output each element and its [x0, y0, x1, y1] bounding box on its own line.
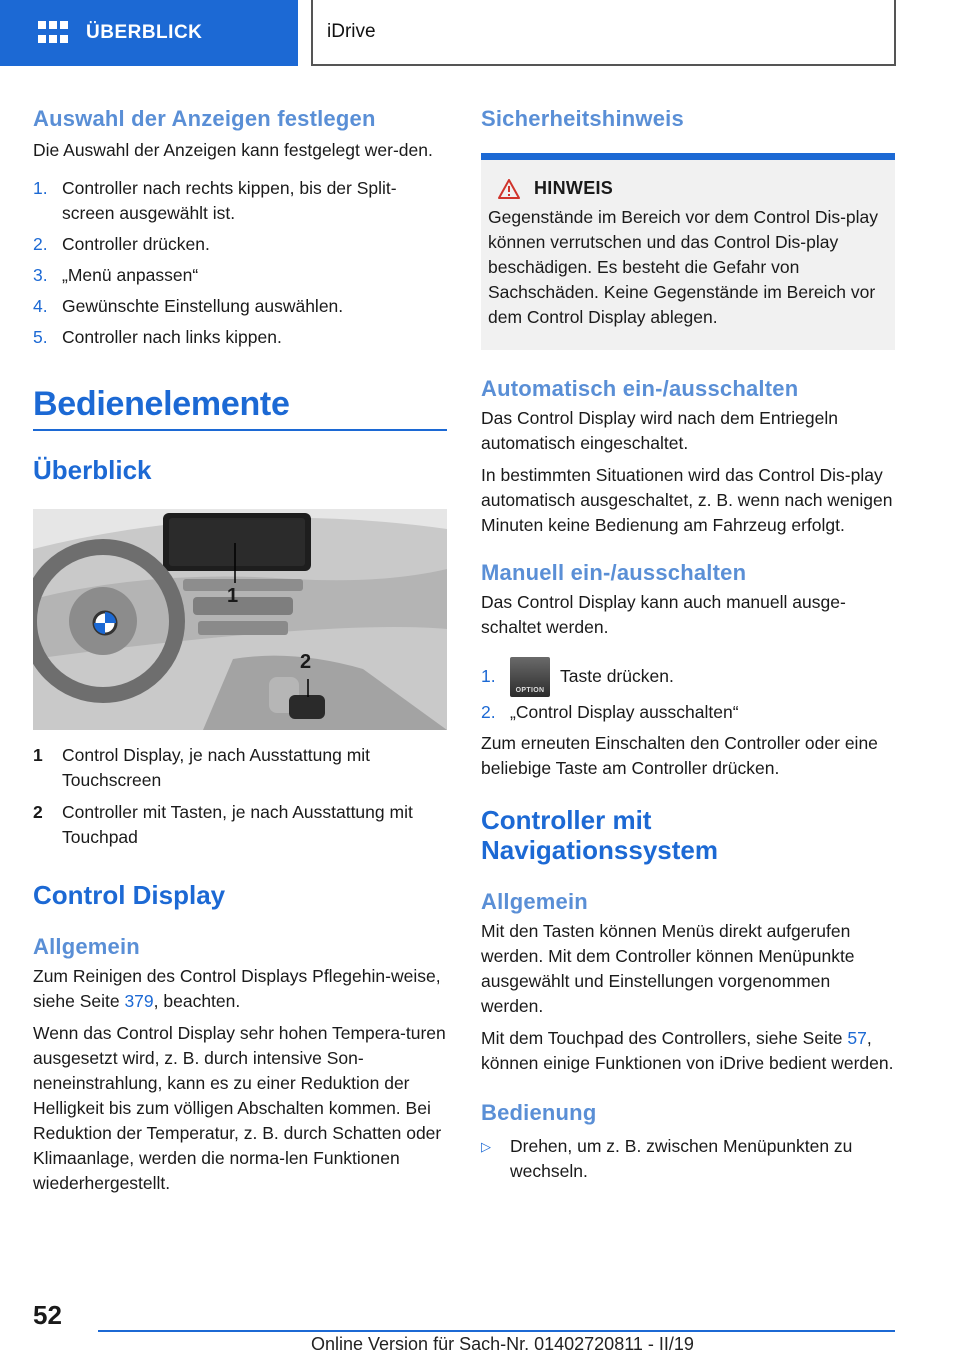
bedienung-list — [481, 1134, 895, 1184]
list-item: 3. „Menü anpassen“ — [33, 265, 199, 285]
chapter-title: iDrive — [327, 21, 376, 42]
footer-text: Online Version für Sach-Nr. 01402720811 - II/19 — [311, 1334, 694, 1354]
manuell-paragraph-2: Zum erneuten Einschalten den Controller oder eine beliebige Taste am Controller drücken. — [481, 733, 878, 778]
ueberblick-heading: Überblick — [33, 455, 152, 485]
chapter-header — [311, 0, 896, 66]
heading-rule — [33, 429, 447, 431]
overview-tab[interactable] — [0, 0, 298, 66]
automatisch-paragraph-1: Das Control Display wird nach dem Entriegeln automatisch eingeschaltet. — [481, 408, 838, 453]
automatisch-heading: Automatisch ein-/ausschalten — [481, 376, 799, 401]
cockpit-photo — [33, 509, 447, 730]
overview-tab-label: ÜBERBLICK — [86, 22, 203, 43]
controller-paragraph-2: Mit dem Touchpad des Controllers, siehe Seite 57, können einige Funktionen von iDrive bedient werden. — [481, 1028, 894, 1073]
notice-text: Gegenstände im Bereich vor dem Control Dis-play können verrutschen und das Control Dis-play beschädigen. Es besteht die Gefahr von Sachschäden. Keine Gegenstände im Bereich vor dem Control Display ablegen. — [488, 207, 879, 327]
controller-heading: Controller mit Navigationssystem — [481, 805, 718, 865]
page-number: 52 — [33, 1300, 62, 1330]
grid-menu-icon — [38, 21, 68, 45]
photo-legend — [33, 743, 447, 850]
manuell-paragraph-1: Das Control Display kann auch manuell ausge-schaltet werden. — [481, 592, 846, 637]
list-item: 4. Gewünschte Einstellung auswählen. — [33, 296, 344, 316]
warning-icon — [498, 179, 520, 199]
sicherheit-heading: Sicherheitshinweis — [481, 106, 684, 131]
auswahl-steps — [33, 176, 447, 350]
footer-rule — [98, 1330, 895, 1332]
list-item: 5. Controller nach links kippen. — [33, 327, 282, 347]
list-item: 2. „Control Display ausschalten“ — [481, 702, 739, 722]
safety-notice — [481, 153, 895, 350]
cockpit-illustration — [33, 509, 447, 730]
right-column — [481, 100, 895, 1184]
control-display-heading: Control Display — [33, 880, 226, 910]
photo-callout: 1 — [227, 585, 239, 607]
list-item: 1 Control Display, je nach Ausstattung mit Touchscreen — [33, 745, 371, 790]
list-item: 1. Controller nach rechts kippen, bis der Split-screen ausgewählt ist. — [33, 178, 397, 223]
list-item: 2 Controller mit Tasten, je nach Ausstattung mit Touchpad — [33, 802, 413, 847]
option-key-icon: OPTION — [510, 657, 550, 697]
page-link[interactable]: 57 — [847, 1028, 867, 1048]
photo-callout: 2 — [300, 651, 312, 673]
allgemein-paragraph-2: Wenn das Control Display sehr hohen Tempera-turen ausgesetzt wird, z. B. durch intensive Son-neneinstrahlung, kann es zu einer Reduktion der Helligkeit bis zum völligen Abschalten kommen. Bei Reduktion der Temperatur, z. B. durch Schatten oder Klimaanlage, werden die norma-len Funktionen wiederhergestellt. — [33, 1023, 446, 1193]
auswahl-intro: Die Auswahl der Anzeigen kann festgelegt wer-den. — [33, 140, 433, 160]
list-item: 1. OPTION Taste drücken. — [481, 654, 895, 698]
controller-paragraph-1: Mit den Tasten können Menüs direkt aufgerufen werden. Mit dem Controller können Menüpunkte ausgewählt und Einstellungen vorgenommen werden. — [481, 921, 855, 1016]
manuell-steps — [481, 654, 895, 725]
bedienung-heading: Bedienung — [481, 1100, 597, 1125]
allgemein-heading: Allgemein — [33, 934, 140, 959]
triangle-bullet-icon: ▷ — [481, 1139, 491, 1154]
auswahl-heading: Auswahl der Anzeigen festlegen — [33, 106, 376, 131]
automatisch-paragraph-2: In bestimmten Situationen wird das Control Dis-play automatisch ausgeschaltet, z. B. wenn nach wenigen Minuten keine Bedienung am Fahrzeug erfolgt. — [481, 465, 893, 535]
notice-title: HINWEIS — [534, 178, 614, 198]
list-item: ▷ Drehen, um z. B. zwischen Menüpunkten zu wechseln. — [481, 1136, 853, 1181]
page-link[interactable]: 379 — [124, 991, 154, 1011]
allgemein-paragraph-1: Zum Reinigen des Control Displays Pflegehin-weise, siehe Seite 379, beachten. — [33, 966, 441, 1011]
allgemein-heading-right: Allgemein — [481, 889, 588, 914]
list-item: 2. Controller drücken. — [33, 234, 210, 254]
left-column — [33, 100, 447, 1196]
bedienelemente-heading: Bedienelemente — [33, 385, 290, 423]
manuell-heading: Manuell ein-/ausschalten — [481, 560, 747, 585]
